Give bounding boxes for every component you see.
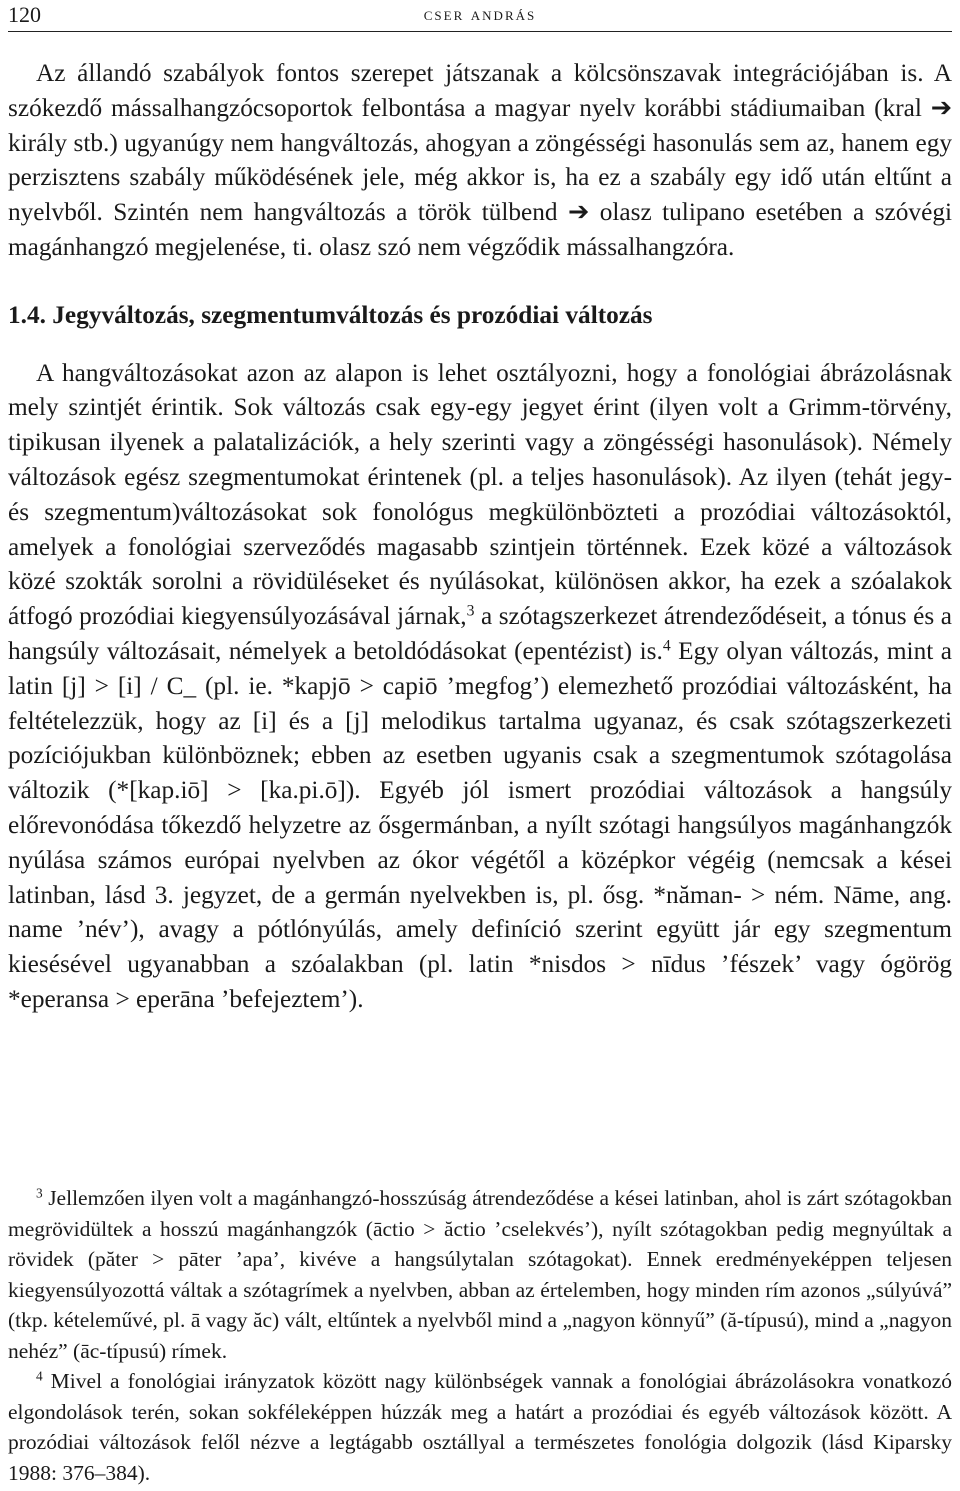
paragraph-2: [8, 356, 952, 1017]
footnote-ref-3: 3: [466, 602, 475, 620]
paragraph-2-part-2: a szótagszerkezet átrendeződéseit, a tónus és a hangsúly változásait, némelyek a betoldódásokat (epentézist) is.: [8, 602, 952, 665]
running-head: cser andrás: [423, 4, 537, 24]
footnotes: [8, 1183, 952, 1488]
paragraph-1: Az állandó szabályok fontos szerepet játszanak a kölcsönszavak integrációjában is. A szókezdő mássalhangzócsoportok felbontása a magyar nyelv korábbi stádiumaiban (kral ➔ király stb.) ugyanúgy nem hangváltozás, ahogyan a zöngésségi hasonulás sem az, hanem egy perzisztens szabály működésének jele, még akkor is, ha ez a szabály egy idő után eltűnt a nyelvből. Szintén nem hangváltozás a török tülbend ➔ olasz tulipano esetében a szóvégi magánhangzó megjelenése, ti. olasz szó nem végződik mássalhangzóra.: [8, 59, 952, 261]
footnote-3-text: Jellemzően ilyen volt a magánhangzó-hosszúság átrendeződése a kései latinban, ahol is zárt szótagokban megrövidültek a hosszú magánhangzók (āctio > ăctio ’cselekvés’), nyílt szótagokban pedig megnyúltak a rövidek (păter > pāter ’apa’, kivéve a hangsúlytalan szótagokat). Ennek eredményeképpen teljesen kiegyensúlyozottá váltak a szótagrímek a nyelvben, abban az értelemben, hogy minden rím azonos „súlyúvá” (tkp. kételeművé, pl. ā vagy ăc) vált, eltűntek a nyelvből mind a „nagyon könnyű” (ă-típusú), mind a „nagyon nehéz” (āc-típusú) rímek.: [8, 1186, 952, 1363]
footnote-4-marker: 4: [36, 1368, 43, 1384]
footnote-3: [8, 1183, 952, 1366]
paragraph-2-part-3: Egy olyan változás, mint a latin [j] > [i] / C_ (pl. ie. *kapjō > capiō ’megfog’) elemezhető prozódiai változásként, ha feltételezzük, hogy az [i] és a [j] melodikus tartalma ugyanaz, és csak szótagszerkezeti pozíciójukban különböznek; ebben az esetben ugyanis csak a szegmentumok szótagolása változik (*[kap.iō] > [ka.pi.ō]). Egyéb jól ismert prozódiai változások a hangsúly előrevonódása tőkezdő helyzetre az ősgermánban, a nyílt szótagi hangsúlyos magánhangzók nyúlása számos európai nyelvben az ókor végétől a középkor végéig (nemcsak a kései latinban, lásd 3. jegyzet, de a germán nyelvekben is, pl. ősg. *năman- > ném. Nāme, ang. name ’név’), avagy a pótlónyúlás, amely definíció szerint együtt jár egy szegmentum kiesésével ugyanabban a szóalakban (pl. latin *nisdos > nīdus ’fészek’ vagy ógörög *eperansa > eperāna ’befejeztem’).: [8, 636, 952, 1013]
footnote-ref-4: 4: [662, 637, 671, 655]
page-number: 120: [8, 2, 41, 27]
page-header: [8, 0, 952, 32]
footnote-4: [8, 1366, 952, 1488]
footnote-3-marker: 3: [36, 1185, 43, 1201]
section-heading: 1.4. Jegyváltozás, szegmentumváltozás és prozódiai változás: [8, 300, 653, 329]
main-text: [8, 56, 952, 1017]
footnote-4-text: Mivel a fonológiai irányzatok között nagy különbségek vannak a fonológiai ábrázolásokra vonatkozó elgondolások terén, sokan sokféleképpen húzzák meg a határt a prozódiai és egyéb változások között. A prozódiai változások felől nézve a legtágabb osztállyal a természetes fonológia dolgozik (lásd Kiparsky 1988: 376–384).: [8, 1369, 952, 1485]
paragraph-2-part-1: A hangváltozásokat azon az alapon is lehet osztályozni, hogy a fonológiai ábrázolásnak mely szintjét érintik. Sok változás csak egy-egy jegyet érint (ilyen volt a Grimm-törvény, tipikusan ilyenek a palatalizációk, a hely szerinti vagy a zöngésségi hasonulások). Némely változások egész szegmentumokat érintenek (pl. a teljes hasonulások). Az ilyen (tehát jegy- és szegmentum)változásokat sok fonológus megkülönbözteti a prozódiai változásoktól, amelyek a fonológiai szerveződés magasabb szintjein történnek. Ezek közé a változások közé szokták sorolni a rövidüléseket és nyúlásokat, különösen akkor, ha ezek a szóalakok átfogó prozódiai kiegyensúlyozásával járnak,: [8, 358, 952, 631]
